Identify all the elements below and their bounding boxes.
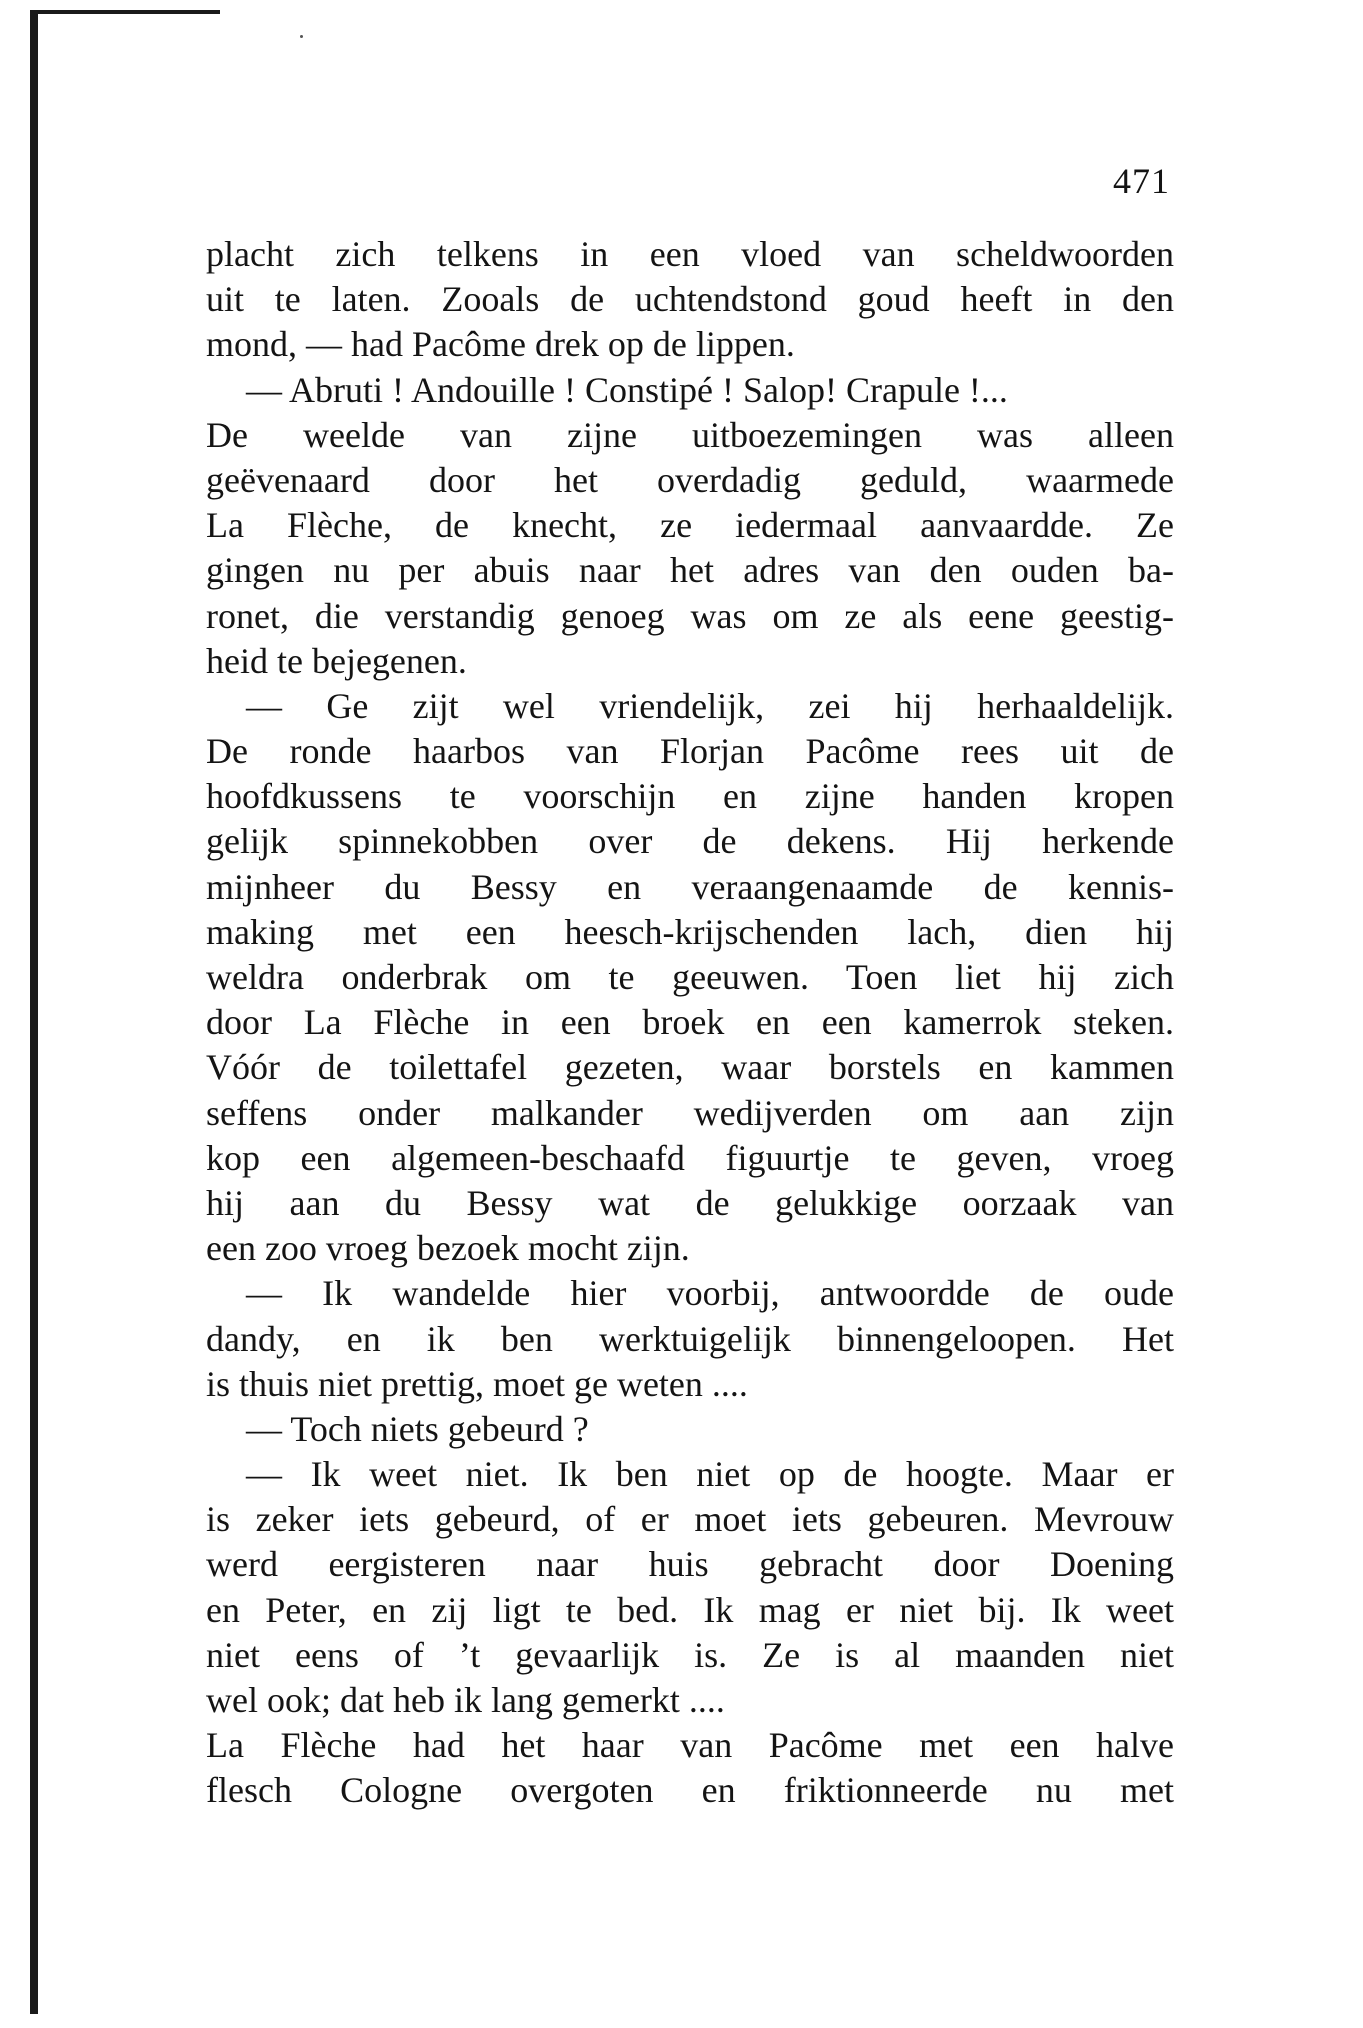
text-line: — Ik weet niet. Ik ben niet op de hoogte. Maar er: [246, 1454, 1174, 1495]
text-line: hij aan du Bessy wat de gelukkige oorzaak van: [206, 1182, 1174, 1223]
text-line: — Ik wandelde hier voorbij, antwoordde de oude: [246, 1273, 1174, 1314]
text-line: mond, — had Pacôme drek op de lippen.: [206, 324, 795, 365]
text-line: — Toch niets gebeurd ?: [246, 1408, 589, 1449]
scan-border-left: [30, 14, 38, 2014]
text-line: door La Flèche in een broek en een kamerrok steken.: [206, 1002, 1174, 1043]
text-line: is zeker iets gebeurd, of er moet iets gebeuren. Mevrouw: [206, 1499, 1174, 1540]
text-line: weldra onderbrak om te geeuwen. Toen liet hij zich: [206, 957, 1174, 997]
text-line: dandy, en ik ben werktuigelijk binnengeloopen. Het: [206, 1318, 1174, 1359]
text-line: werd eergisteren naar huis gebracht door Doening: [206, 1544, 1174, 1585]
text-line: flesch Cologne overgoten en friktionneerde nu met: [206, 1770, 1174, 1811]
text-line: uit te laten. Zooals de uchtendstond goud heeft in den: [206, 279, 1174, 320]
text-line: mijnheer du Bessy en veraangenaamde de kennis-: [206, 866, 1174, 907]
text-line: is thuis niet prettig, moet ge weten ....: [206, 1363, 748, 1404]
text-line: een zoo vroeg bezoek mocht zijn.: [206, 1228, 690, 1269]
text-line: heid te bejegenen.: [206, 640, 467, 681]
text-line: hoofdkussens te voorschijn en zijne handen kropen: [206, 776, 1174, 817]
text-line: ronet, die verstandig genoeg was om ze als eene geestig-: [206, 595, 1174, 636]
scan-border-top: [30, 10, 220, 14]
page-body: [206, 232, 1174, 1814]
text-line: La Flèche had het haar van Pacôme met een halve: [206, 1725, 1174, 1766]
text-line: La Flèche, de knecht, ze iedermaal aanvaardde. Ze: [206, 505, 1174, 546]
text-line: en Peter, en zij ligt te bed. Ik mag er niet bij. Ik weet: [206, 1589, 1174, 1630]
text-line: making met een heesch-krijschenden lach, dien hij: [206, 911, 1174, 952]
text-line: — Abruti ! Andouille ! Constipé ! Salop! Crapule !...: [246, 369, 1008, 410]
text-line: gelijk spinnekobben over de dekens. Hij herkende: [206, 821, 1174, 862]
text-line: De ronde haarbos van Florjan Pacôme rees uit de: [206, 731, 1174, 772]
text-line: geëvenaard door het overdadig geduld, waarmede: [206, 459, 1174, 500]
text-line: niet eens of ’t gevaarlijk is. Ze is al maanden niet: [206, 1634, 1174, 1675]
page-number: 471: [1113, 161, 1170, 201]
text-line: — Ge zijt wel vriendelijk, zei hij herhaaldelijk.: [246, 685, 1174, 726]
text-line: wel ook; dat heb ik lang gemerkt ....: [206, 1680, 725, 1720]
text-line: De weelde van zijne uitboezemingen was alleen: [206, 414, 1174, 455]
text-line: Vóór de toilettafel gezeten, waar borstels en kammen: [206, 1047, 1174, 1088]
text-line: seffens onder malkander wedijverden om aan zijn: [206, 1092, 1174, 1133]
scan-speck: [300, 35, 303, 38]
text-line: kop een algemeen-beschaafd figuurtje te geven, vroeg: [206, 1137, 1174, 1178]
text-line: placht zich telkens in een vloed van scheldwoorden: [206, 234, 1174, 274]
text-line: gingen nu per abuis naar het adres van den ouden ba-: [206, 550, 1174, 591]
